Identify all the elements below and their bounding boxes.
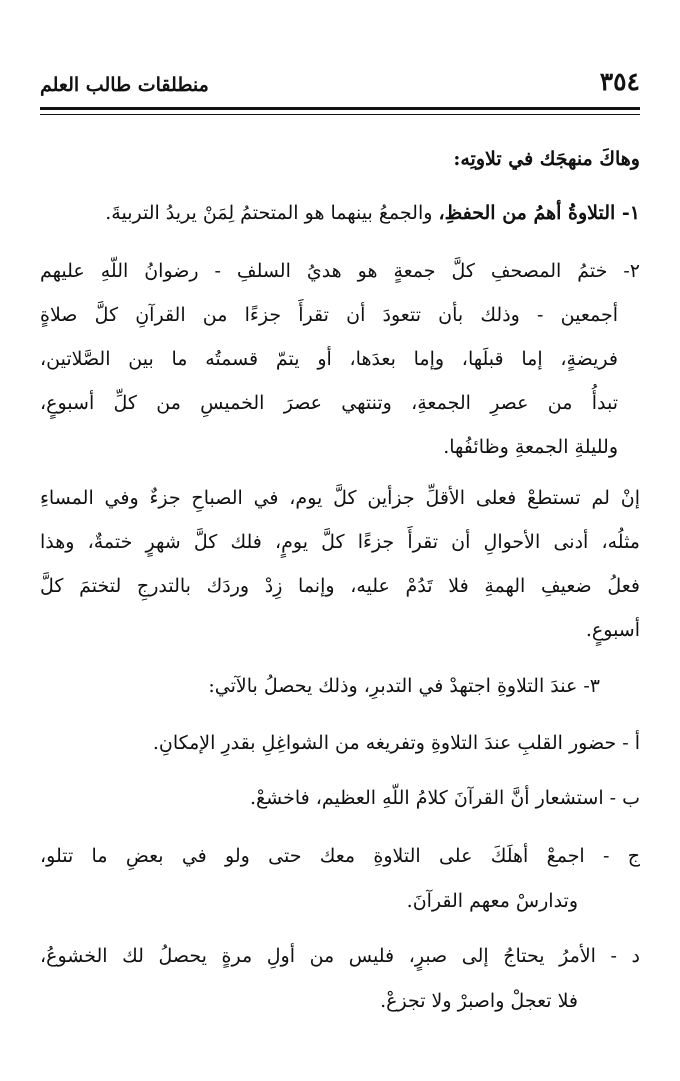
paragraph-line-3: فعلُ ضعيفِ الهمةِ فلا تَدُمْ عليه، وإنما زِدْ وردَك بالتدرجِ لتختمَ كلَّ: [40, 575, 640, 597]
sub-item-d-line-1: د - الأمرُ يحتاجُ إلى صبرٍ، فليس من أولِ مرةٍ يحصلُ لك الخشوعُ،: [40, 945, 640, 967]
item-2-line-1: ٢- ختمُ المصحفِ كلَّ جمعةٍ هو هديُ السلفِ - رضوانُ اللّهِ عليهم: [40, 260, 640, 282]
paragraph-line-2: مثلُه، أدنى الأحوالِ أن تقرأَ جزءًا كلَّ يومٍ، فلك كلَّ شهرٍ ختمةٌ، وهذا: [40, 531, 640, 553]
item-1: [105, 198, 640, 228]
intro-line: وهاكَ منهجَك في تلاوتِه:: [453, 148, 640, 170]
item-2-line-3: فريضةٍ، إما قبلَها، وإما بعدَها، أو يتمّ قسمتُه ما بين الصَّلاتين،: [40, 348, 618, 370]
sub-item-a: أ - حضور القلبِ عندَ التلاوةِ وتفريغه من الشواغِلِ بقدرِ الإمكانِ.: [152, 732, 640, 754]
sub-item-c-line-2: وتدارسْ معهم القرآنَ.: [406, 890, 578, 912]
running-title: منطلقات طالب العلم: [40, 74, 209, 96]
sub-item-c-line-1: ج - اجمعْ أهلَكَ على التلاوةِ معك حتى ولو في بعضِ ما تتلو،: [40, 845, 640, 867]
sub-item-d-line-2: فلا تعجلْ واصبرْ ولا تجزعْ.: [380, 990, 578, 1012]
header-rule-thick: [40, 107, 640, 110]
page-header: [40, 56, 640, 96]
item-3: ٣- عندَ التلاوةِ اجتهدْ في التدبرِ، وذلك يحصلُ بالآتي:: [208, 675, 600, 697]
paragraph-line-4: أسبوعٍ.: [585, 619, 640, 641]
item-1-rest: والجمعُ بينهما هو المتحتمُ لِمَنْ يريدُ التربيةَ.: [105, 202, 439, 224]
item-2-line-2: أجمعين - وذلك بأن تتعودَ أن تقرأَ جزءًا من القرآنِ كلَّ صلاةٍ: [40, 304, 618, 326]
sub-item-b: ب - استشعار أنَّ القرآنَ كلامُ اللّهِ العظيم، فاخشعْ.: [249, 787, 640, 809]
item-2-line-5: ولليلةِ الجمعةِ وظائفُها.: [443, 436, 618, 458]
paragraph-line-1: إنْ لم تستطعْ فعلى الأقلِّ جزأين كلَّ يوم، في الصباحِ جزءٌ وفي المساءِ: [40, 487, 640, 509]
page-number: ٣٥٤: [599, 67, 640, 96]
header-rule-thin: [40, 114, 640, 115]
item-2-line-4: تبدأُ من عصرِ الجمعةِ، وتنتهي عصرَ الخميسِ من كلِّ أسبوعٍ،: [40, 392, 618, 414]
item-1-bold: ١- التلاوةُ أهمُ من الحفظِ،: [438, 202, 640, 224]
